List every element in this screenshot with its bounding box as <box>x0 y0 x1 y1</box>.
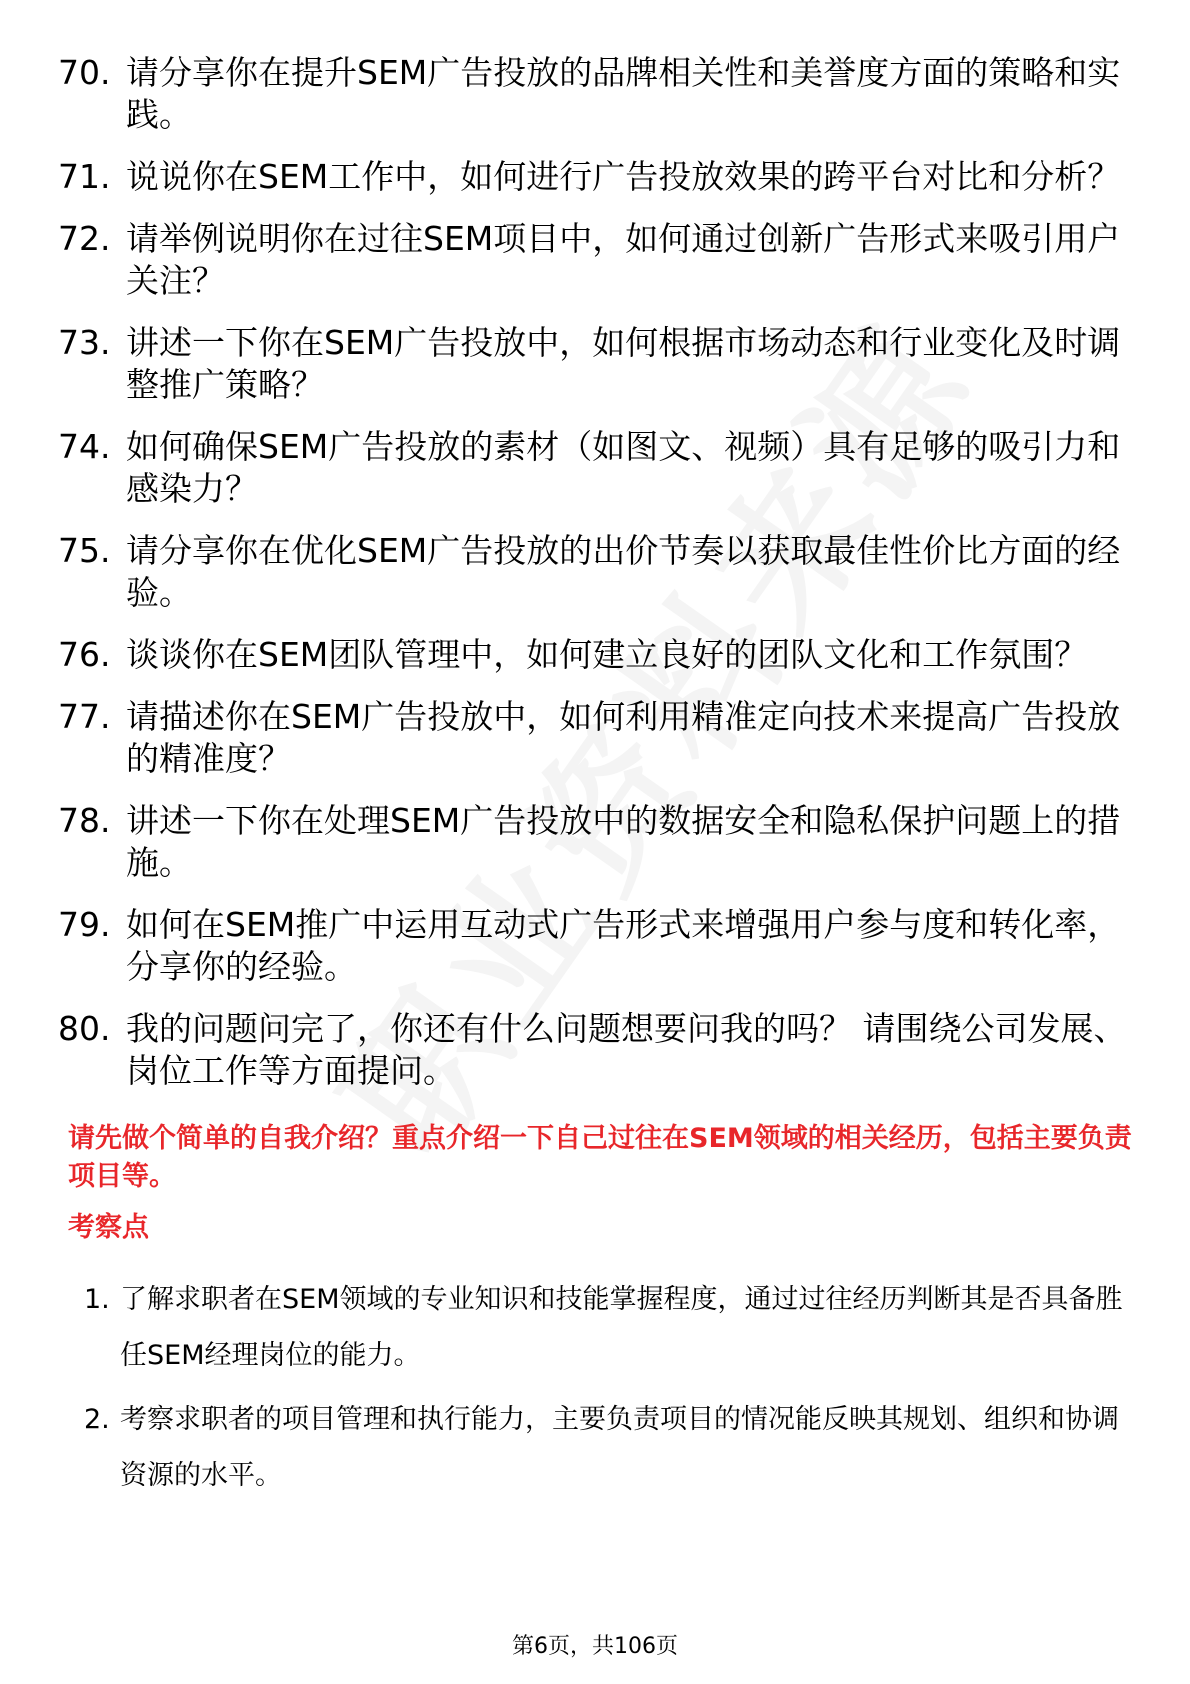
question-text: 请描述你在SEM广告投放中，如何利用精准定向技术来提高广告投放的精准度？ <box>126 697 1121 778</box>
question-number: 80. <box>58 1009 111 1048</box>
list-item <box>84 1392 1144 1504</box>
section-title: 考察点 <box>68 1212 149 1243</box>
question-number: 74. <box>58 427 111 466</box>
question-text: 讲述一下你在SEM广告投放中，如何根据市场动态和行业变化及时调整推广策略？ <box>126 323 1121 404</box>
question-number: 77. <box>58 697 111 736</box>
list-item <box>58 530 1138 614</box>
question-list <box>58 52 1138 1112</box>
highlight-question: 请先做个简单的自我介绍？重点介绍一下自己过往在SEM领域的相关经历，包括主要负责项目等。 <box>68 1123 1132 1192</box>
question-text: 说说你在SEM工作中，如何进行广告投放效果的跨平台对比和分析？ <box>126 157 1121 196</box>
list-item <box>58 696 1138 780</box>
question-text: 如何在SEM推广中运用互动式广告形式来增强用户参与度和转化率，分享你的经验。 <box>126 905 1121 986</box>
assessment-points <box>84 1272 1144 1512</box>
question-text: 如何确保SEM广告投放的素材（如图文、视频）具有足够的吸引力和感染力？ <box>126 427 1121 508</box>
question-text: 请举例说明你在过往SEM项目中，如何通过创新广告形式来吸引用户关注？ <box>126 219 1121 300</box>
list-item <box>58 52 1138 136</box>
question-text: 谈谈你在SEM团队管理中，如何建立良好的团队文化和工作氛围？ <box>126 635 1088 674</box>
question-number: 78. <box>58 801 111 840</box>
point-text: 了解求职者在SEM领域的专业知识和技能掌握程度，通过过往经历判断其是否具备胜任SEM经理岗位的能力。 <box>120 1284 1123 1371</box>
page-footer: 第6页，共106页 <box>512 1634 678 1659</box>
list-item <box>58 1008 1138 1092</box>
question-number: 75. <box>58 531 111 570</box>
question-number: 79. <box>58 905 111 944</box>
list-item <box>58 322 1138 406</box>
list-item <box>58 800 1138 884</box>
question-text: 请分享你在提升SEM广告投放的品牌相关性和美誉度方面的策略和实践。 <box>126 53 1121 134</box>
list-item <box>84 1272 1144 1384</box>
question-number: 73. <box>58 323 111 362</box>
question-number: 72. <box>58 219 111 258</box>
question-number: 76. <box>58 635 111 674</box>
list-item <box>58 904 1138 988</box>
point-text: 考察求职者的项目管理和执行能力，主要负责项目的情况能反映其规划、组织和协调资源的水平。 <box>120 1404 1119 1491</box>
question-number: 70. <box>58 53 111 92</box>
question-text: 讲述一下你在处理SEM广告投放中的数据安全和隐私保护问题上的措施。 <box>126 801 1121 882</box>
list-item <box>58 218 1138 302</box>
list-item <box>58 426 1138 510</box>
question-text: 我的问题问完了，你还有什么问题想要问我的吗？ 请围绕公司发展、岗位工作等方面提问。 <box>126 1009 1127 1090</box>
list-item <box>58 634 1138 676</box>
point-number: 1. <box>84 1284 110 1315</box>
question-number: 71. <box>58 157 111 196</box>
question-text: 请分享你在优化SEM广告投放的出价节奏以获取最佳性价比方面的经验。 <box>126 531 1121 612</box>
point-number: 2. <box>84 1404 110 1435</box>
list-item <box>58 156 1138 198</box>
